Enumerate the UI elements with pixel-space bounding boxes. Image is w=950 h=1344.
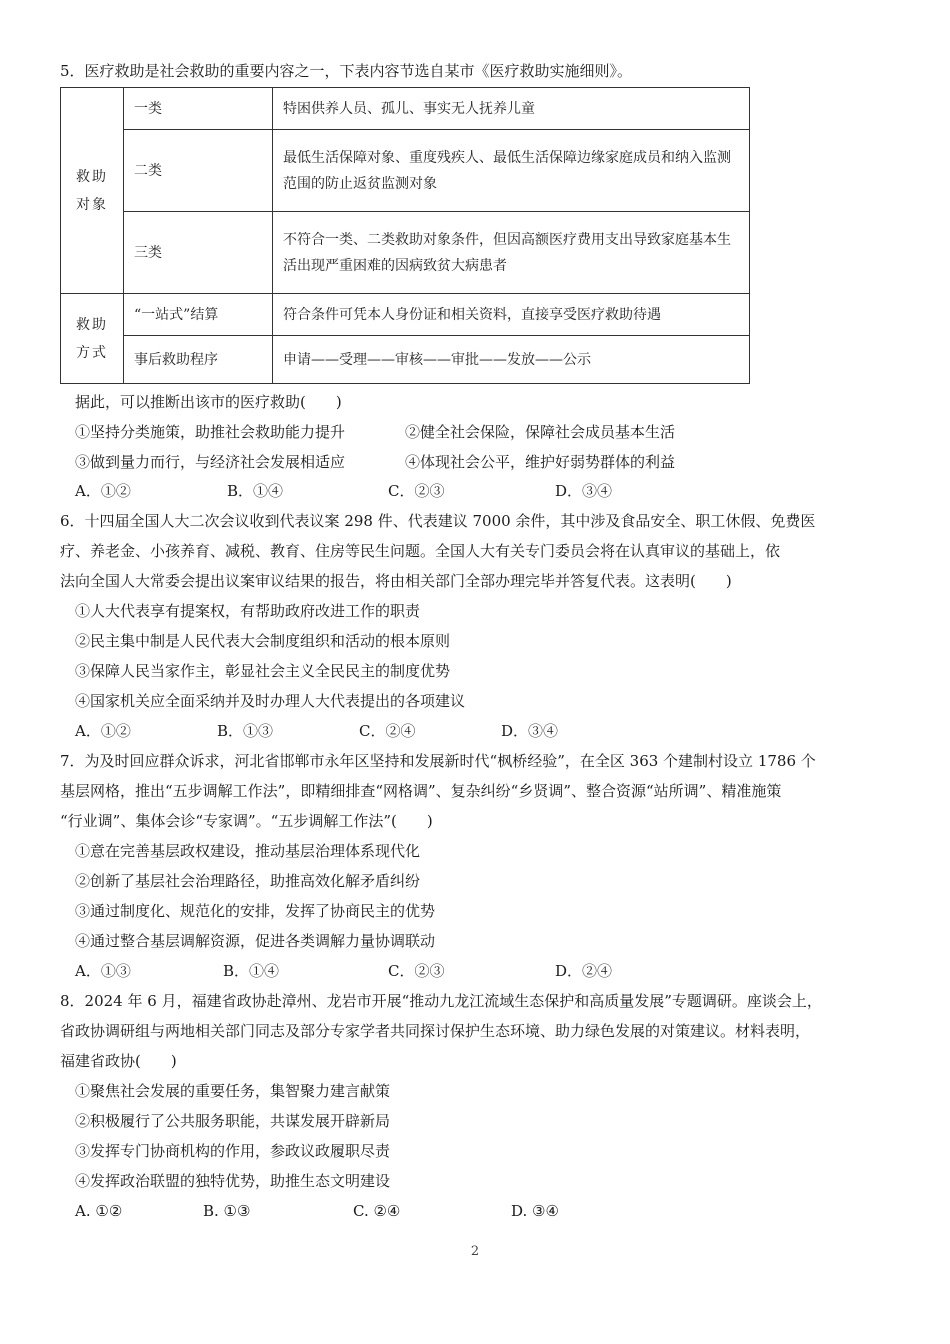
choice-a[interactable]: A．①② — [75, 722, 131, 740]
question-5-prompt: 据此，可以推断出该市的医疗救助( ) — [75, 393, 342, 411]
question-7-stem-line-3: “行业调”、集体会诊“专家调”。“五步调解工作法”( ) — [60, 812, 433, 830]
question-7-stem-line-2: 基层网格，推出“五步调解工作法”，即精细排查“网格调”、复杂纠纷“乡贤调”、整合资源“站所调”、精准施策 — [60, 782, 782, 800]
question-6-option-2: ②民主集中制是人民代表大会制度组织和活动的根本原则 — [75, 632, 451, 650]
table-row-content: 申请——受理——审核——审批——发放——公示 — [273, 336, 750, 384]
table-row-content: 最低生活保障对象、重度残疾人、最低生活保障边缘家庭成员和纳入监测范围的防止返贫监测对象 — [273, 130, 750, 212]
question-8-choices — [75, 1200, 715, 1222]
question-5-option-3: ③做到量力而行，与经济社会发展相适应 — [75, 453, 346, 471]
choice-d[interactable]: D．②④ — [555, 962, 613, 980]
table-row-label: 事后救助程序 — [124, 336, 273, 384]
question-8-stem-line-2: 省政协调研组与两地相关部门同志及部分专家学者共同探讨保护生态环境、助力绿色发展的对策建议。材料表明， — [60, 1022, 811, 1040]
question-6-stem-line-1: 6．十四届全国人大二次会议收到代表议案 298 件、代表建议 7000 余件，其中涉及食品安全、职工休假、免费医 — [60, 512, 816, 530]
question-8-option-3: ③发挥专门协商机构的作用，参政议政履职尽责 — [75, 1142, 391, 1160]
question-6-stem-line-2: 疗、养老金、小孩养育、减税、教育、住房等民生问题。全国人大有关专门委员会将在认真审议的基础上，依 — [60, 542, 781, 560]
choice-b[interactable]: B．①④ — [223, 962, 280, 980]
question-6-option-4: ④国家机关应全面采纳并及时办理人大代表提出的各项建议 — [75, 692, 466, 710]
question-7-choices — [75, 960, 715, 982]
question-5-option-1: ①坚持分类施策，助推社会救助能力提升 — [75, 423, 346, 441]
medical-aid-table — [60, 87, 750, 384]
choice-d[interactable]: D. ③④ — [511, 1202, 559, 1220]
choice-d[interactable]: D．③④ — [501, 722, 559, 740]
question-5-option-2: ②健全社会保险，保障社会成员基本生活 — [405, 423, 676, 441]
choice-c[interactable]: C．②③ — [388, 962, 445, 980]
question-6-stem-line-3: 法向全国人大常委会提出议案审议结果的报告，将由相关部门全部办理完毕并答复代表。这表明( ) — [60, 572, 732, 590]
table-row-label: 三类 — [124, 212, 273, 294]
choice-b[interactable]: B．①③ — [217, 722, 274, 740]
choice-a[interactable]: A. ①② — [75, 1202, 123, 1220]
question-5-stem: 5．医疗救助是社会救助的重要内容之一，下表内容节选自某市《医疗救助实施细则》。 — [60, 62, 633, 80]
question-7-stem-line-1: 7．为及时回应群众诉求，河北省邯郸市永年区坚持和发展新时代“枫桥经验”，在全区 363 个建制村设立 1786 个 — [60, 752, 816, 770]
question-8-option-1: ①聚焦社会发展的重要任务，集智聚力建言献策 — [75, 1082, 391, 1100]
page-number: 2 — [470, 1244, 480, 1259]
table-row-content: 符合条件可凭本人身份证和相关资料，直接享受医疗救助待遇 — [273, 294, 750, 336]
question-7-option-2: ②创新了基层社会治理路径，助推高效化解矛盾纠纷 — [75, 872, 421, 890]
question-6-option-1: ①人大代表享有提案权，有帮助政府改进工作的职责 — [75, 602, 421, 620]
table-group-aid-methods: 救助方式 — [61, 294, 124, 384]
table-row-label: 一类 — [124, 88, 273, 130]
question-8-option-2: ②积极履行了公共服务职能，共谋发展开辟新局 — [75, 1112, 391, 1130]
question-8-stem-line-3: 福建省政协( ) — [60, 1052, 177, 1070]
question-8-option-4: ④发挥政治联盟的独特优势，助推生态文明建设 — [75, 1172, 391, 1190]
choice-b[interactable]: B．①④ — [227, 482, 284, 500]
question-7-option-1: ①意在完善基层政权建设，推动基层治理体系现代化 — [75, 842, 421, 860]
question-6-choices — [75, 720, 715, 742]
choice-c[interactable]: C. ②④ — [353, 1202, 401, 1220]
choice-b[interactable]: B. ①③ — [203, 1202, 251, 1220]
table-group-aid-recipients: 救助对象 — [61, 88, 124, 294]
table-row-label: “一站式”结算 — [124, 294, 273, 336]
choice-c[interactable]: C．②③ — [388, 482, 445, 500]
table-row-label: 二类 — [124, 130, 273, 212]
question-7-option-3: ③通过制度化、规范化的安排，发挥了协商民主的优势 — [75, 902, 436, 920]
table-row-content: 不符合一类、二类救助对象条件，但因高额医疗费用支出导致家庭基本生活出现严重困难的因病致贫大病患者 — [273, 212, 750, 294]
question-8-stem-line-1: 8．2024 年 6 月，福建省政协赴漳州、龙岩市开展“推动九龙江流域生态保护和高质量发展”专题调研。座谈会上， — [60, 992, 822, 1010]
choice-a[interactable]: A．①② — [75, 482, 131, 500]
choice-d[interactable]: D．③④ — [555, 482, 613, 500]
question-5-option-4: ④体现社会公平，维护好弱势群体的利益 — [405, 453, 676, 471]
question-5-choices — [75, 480, 715, 502]
choice-a[interactable]: A．①③ — [75, 962, 131, 980]
table-row-content: 特困供养人员、孤儿、事实无人抚养儿童 — [273, 88, 750, 130]
question-7-option-4: ④通过整合基层调解资源，促进各类调解力量协调联动 — [75, 932, 436, 950]
question-6-option-3: ③保障人民当家作主，彰显社会主义全民民主的制度优势 — [75, 662, 451, 680]
choice-c[interactable]: C．②④ — [359, 722, 416, 740]
